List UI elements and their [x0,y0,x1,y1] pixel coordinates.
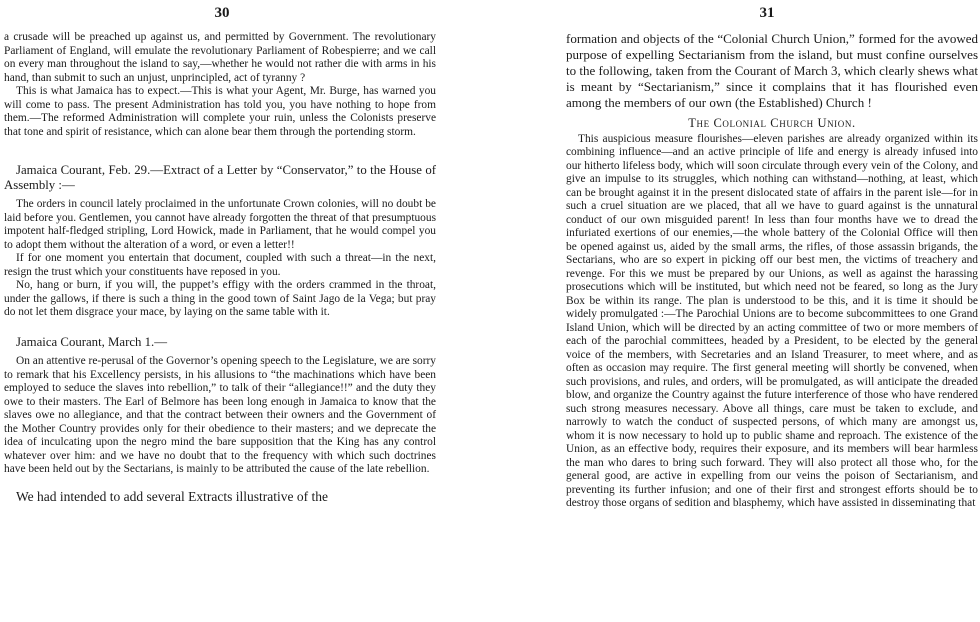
left-extract-heading-march-1: Jamaica Courant, March 1.— [16,334,168,349]
left-extract-heading-feb-29: Jamaica Courant, Feb. 29.—Extract of a Letter by “Conservator,” to the House of Assembly :— [4,163,436,193]
left-page [0,0,438,622]
left-paragraph-7: We had intended to add several Extracts illustrative of the [16,488,328,504]
right-page [560,0,980,622]
right-paragraph-2: This auspicious measure flourishes—eleven parishes are already organized within its combining influence—and an active principle of life and energy is already infused into our hitherto lifeless body, which will soon circulate through every vein of the Colony, and give an impulse to its struggles, which nothing can withstand—nothing, at least, which can be brought against it in the present dislocated state of affairs in the parent isle—for in such a cruel situation are we placed, that all we have to guard against is the unnatural conduct of our own misguided parent! In less than four months have we to dread the infuriated exertions of our enemies,—the whole battery of the Colonial Office will then be opened against us, aided by the small arms, the rifles, of those assassin brigands, the Sectarians, who are so expert in picking off our best men, the victims of treachery and revenge. For this we must be prepared by our Unions, as well as against the harassing prosecutions which will be instituted, but which need not be feared, so long as the Jury Box be within its range. The plan is understood to be this, and it is time it should be widely promulgated :—The Parochial Unions are to become subcommittees to one Grand Island Union, which will be directed by an acting committee of two or more members of each of the parochial committees, headed by a President, to be elected by the general voice of the members, with Secretaries and an Island Treasurer, to meet where, and as often as occasion may require. The first general meeting will shortly be convened, when such provisions, and rules, and orders, will be promulgated, as will anticipate the dreaded blow, and organize the Country against the future interference of those who have rendered such strong measures necessary. Above all things, care must be taken to exclude, and narrowly to watch the conduct of suspected persons, of which many are amongst us, whom it is now necessary to hold up to public shame and reproach. The existence of the Union, as an effective body, requires their exposure, and its members will bear harmless the man who dares to bring such forward. They will also protect all those who, for the general good, are active in expelling from our veins the poison of Sectarianism, and preventing its further infusion; and one of their first and strongest efforts should be to destroy those organs of sedition and blasphemy, which have assisted in disseminating that [566,132,978,509]
right-page-text [566,31,978,511]
left-paragraph-1: a crusade will be preached up against us, and permitted by Government. The revolutionary Parliament of England, will emulate the revolutionary Parliament of Robespierre; and we call on every man throughout the island to say,—whether he would not rather die with arms in his hand, than submit to such an unjust, unprincipled, act of tyranny ? [4,31,436,84]
section-heading-colonial-church-union: The Colonial Church Union. [688,116,856,130]
left-paragraph-6: On an attentive re-perusal of the Governor’s opening speech to the Legislature, we are sorry to remark that his Excellency persists, in his allusions to “the machinations which have been employed to seduce the slaves into rebellion,” to talk of their “allegiance!!” and the duty they owe to their masters. The Earl of Belmore has been long enough in Jamaica to know that the slaves owe no allegiance, and that the contract between their owners and the Government of the Mother Country provides only for their obedience to their masters; and we deprecate the idea of inculcating upon the negro mind the bare supposition that the King has any control whatever over him: and we have no doubt that to the frequency with which such doctrines have been held out by the Sectarians, is mainly to be attributed the cause of the late rebellion. [4,355,436,476]
page-number-left: 30 [214,5,230,21]
left-paragraph-3: The orders in council lately proclaimed in the unfortunate Crown colonies, will no doubt be laid before you. Gentlemen, you cannot have already forgotten the threat of that presumptuous impotent half-fledged stripling, Lord Howick, made in Parliament, that he would compel you to adopt them without the alteration of a word, or even a letter!! [4,198,436,251]
page-number-right: 31 [759,5,775,21]
left-page-text [4,31,436,505]
right-paragraph-1: formation and objects of the “Colonial Church Union,” formed for the avowed purpose of expelling Sectarianism from the island, but must confine ourselves to the following, taken from the Courant of March 3, which clearly shews what is meant by “Sectarianism,” since it complains that it has flourished even among the members of our own (the Established) Church ! [566,31,978,110]
left-paragraph-2: This is what Jamaica has to expect.—This is what your Agent, Mr. Burge, has warned you will come to pass. The present Administration has told you, you have nothing to hope from them.—The reformed Administration will complete your ruin, unless the Colonists preserve that tone and spirit of resistance, which can alone bear them through the portending storm. [4,85,436,138]
left-paragraph-4: If for one moment you entertain that document, coupled with such a threat—in the next, resign the trust which your constituents have reposed in you. [4,252,436,278]
left-paragraph-5: No, hang or burn, if you will, the puppet’s effigy with the orders crammed in the throat, under the gallows, if there is such a thing in the good town of Saint Jago de la Vega; but pray do not let them disgrace your mace, by laying on the same table with it. [4,279,436,319]
